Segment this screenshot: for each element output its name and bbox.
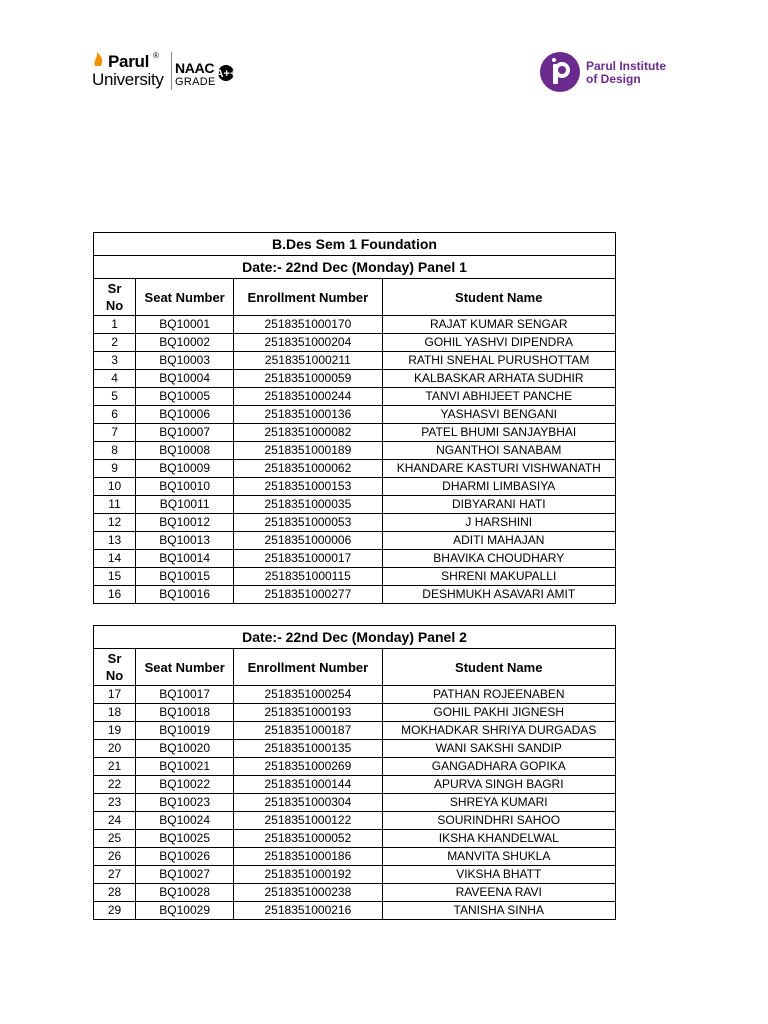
sr-no-cell: 7	[94, 424, 136, 442]
sr-no-cell: 15	[94, 568, 136, 586]
student-name-cell: NGANTHOI SANABAM	[382, 442, 616, 460]
col-header-enrollment-number: Enrollment Number	[234, 649, 382, 686]
enrollment-number-cell: 2518351000254	[234, 686, 382, 704]
panel2-date-title: Date:- 22nd Dec (Monday) Panel 2	[94, 626, 616, 649]
sr-no-cell: 19	[94, 722, 136, 740]
sr-no-cell: 14	[94, 550, 136, 568]
seat-number-cell: BQ10001	[136, 316, 234, 334]
col-header-seat-number: Seat Number	[136, 279, 234, 316]
sr-no-cell: 24	[94, 812, 136, 830]
enrollment-number-cell: 2518351000136	[234, 406, 382, 424]
seat-number-cell: BQ10009	[136, 460, 234, 478]
student-name-cell: SHREYA KUMARI	[382, 794, 615, 812]
sr-no-cell: 10	[94, 478, 136, 496]
sr-no-cell: 8	[94, 442, 136, 460]
sr-no-cell: 13	[94, 532, 136, 550]
sr-no-cell: 1	[94, 316, 136, 334]
seat-number-cell: BQ10006	[136, 406, 234, 424]
sr-no-cell: 17	[94, 686, 136, 704]
sr-no-cell: 2	[94, 334, 136, 352]
sr-no-cell: 12	[94, 514, 136, 532]
enrollment-number-cell: 2518351000204	[234, 334, 382, 352]
sr-no-cell: 11	[94, 496, 136, 514]
registered-mark: ®	[153, 51, 159, 60]
parul-institute-of-design-logo	[540, 52, 680, 94]
student-name-cell: WANI SAKSHI SANDIP	[382, 740, 615, 758]
enrollment-number-cell: 2518351000052	[234, 830, 382, 848]
naac-grade-label: GRADE	[175, 76, 216, 88]
sr-no-cell: 3	[94, 352, 136, 370]
table-row	[94, 902, 616, 920]
seat-number-cell: BQ10029	[136, 902, 234, 920]
table-row	[94, 424, 616, 442]
seat-number-cell: BQ10005	[136, 388, 234, 406]
institute-name-line2: of Design	[586, 72, 641, 86]
sr-no-cell: 4	[94, 370, 136, 388]
student-name-cell: SHRENI MAKUPALLI	[382, 568, 616, 586]
student-name-cell: MOKHADKAR SHRIYA DURGADAS	[382, 722, 615, 740]
seat-number-cell: BQ10003	[136, 352, 234, 370]
table-row	[94, 352, 616, 370]
student-name-cell: YASHASVI BENGANI	[382, 406, 616, 424]
sr-no-cell: 28	[94, 884, 136, 902]
enrollment-number-cell: 2518351000211	[234, 352, 382, 370]
enrollment-number-cell: 2518351000062	[234, 460, 382, 478]
enrollment-number-cell: 2518351000153	[234, 478, 382, 496]
enrollment-number-cell: 2518351000187	[234, 722, 382, 740]
sr-no-cell: 6	[94, 406, 136, 424]
table-row	[94, 532, 616, 550]
col-header-student-name: Student Name	[382, 279, 616, 316]
student-name-cell: KHANDARE KASTURI VISHWANATH	[382, 460, 616, 478]
table-row	[94, 460, 616, 478]
seat-number-cell: BQ10025	[136, 830, 234, 848]
enrollment-number-cell: 2518351000189	[234, 442, 382, 460]
panel2-table	[93, 625, 616, 920]
seat-number-cell: BQ10023	[136, 794, 234, 812]
seat-number-cell: BQ10015	[136, 568, 234, 586]
seat-number-cell: BQ10012	[136, 514, 234, 532]
university-name-word1: Parul	[108, 52, 150, 71]
student-name-cell: VIKSHA BHATT	[382, 866, 615, 884]
enrollment-number-cell: 2518351000053	[234, 514, 382, 532]
sr-no-cell: 21	[94, 758, 136, 776]
table-row	[94, 686, 616, 704]
col-header-sr-no: Sr No	[94, 649, 136, 686]
enrollment-number-cell: 2518351000244	[234, 388, 382, 406]
student-name-cell: SOURINDHRI SAHOO	[382, 812, 615, 830]
enrollment-number-cell: 2518351000017	[234, 550, 382, 568]
sr-no-cell: 20	[94, 740, 136, 758]
student-name-cell: RAJAT KUMAR SENGAR	[382, 316, 616, 334]
seat-number-cell: BQ10022	[136, 776, 234, 794]
naac-label: NAAC	[175, 60, 215, 76]
seat-number-cell: BQ10018	[136, 704, 234, 722]
enrollment-number-cell: 2518351000135	[234, 740, 382, 758]
table-row	[94, 740, 616, 758]
seat-number-cell: BQ10014	[136, 550, 234, 568]
seat-number-cell: BQ10002	[136, 334, 234, 352]
seat-number-cell: BQ10024	[136, 812, 234, 830]
table-row	[94, 884, 616, 902]
table-row	[94, 812, 616, 830]
seat-number-cell: BQ10008	[136, 442, 234, 460]
student-name-cell: ADITI MAHAJAN	[382, 532, 616, 550]
student-name-cell: DHARMI LIMBASIYA	[382, 478, 616, 496]
table-row	[94, 722, 616, 740]
table-row	[94, 550, 616, 568]
seat-number-cell: BQ10017	[136, 686, 234, 704]
enrollment-number-cell: 2518351000269	[234, 758, 382, 776]
enrollment-number-cell: 2518351000238	[234, 884, 382, 902]
sr-no-cell: 16	[94, 586, 136, 604]
table-row	[94, 794, 616, 812]
table-row	[94, 496, 616, 514]
sr-no-cell: 25	[94, 830, 136, 848]
student-name-cell: PATHAN ROJEENABEN	[382, 686, 615, 704]
student-name-cell: RAVEENA RAVI	[382, 884, 615, 902]
table-row	[94, 704, 616, 722]
student-name-cell: TANISHA SINHA	[382, 902, 615, 920]
col-header-student-name: Student Name	[382, 649, 615, 686]
student-name-cell: KALBASKAR ARHATA SUDHIR	[382, 370, 616, 388]
student-name-cell: APURVA SINGH BAGRI	[382, 776, 615, 794]
table-row	[94, 334, 616, 352]
table-row	[94, 866, 616, 884]
enrollment-number-cell: 2518351000216	[234, 902, 382, 920]
col-header-seat-number: Seat Number	[136, 649, 234, 686]
parul-flame-icon	[92, 50, 108, 68]
enrollment-number-cell: 2518351000192	[234, 866, 382, 884]
seat-number-cell: BQ10019	[136, 722, 234, 740]
table-row	[94, 586, 616, 604]
seat-number-cell: BQ10026	[136, 848, 234, 866]
enrollment-number-cell: 2518351000193	[234, 704, 382, 722]
institute-name	[586, 60, 666, 86]
naac-grade-badge	[215, 63, 252, 83]
table-row	[94, 830, 616, 848]
seat-number-cell: BQ10028	[136, 884, 234, 902]
student-name-cell: GANGADHARA GOPIKA	[382, 758, 615, 776]
sr-no-cell: 23	[94, 794, 136, 812]
enrollment-number-cell: 2518351000186	[234, 848, 382, 866]
seat-number-cell: BQ10016	[136, 586, 234, 604]
sr-no-cell: 27	[94, 866, 136, 884]
institute-name-line1: Parul Institute	[586, 59, 667, 73]
sr-no-cell: 22	[94, 776, 136, 794]
table-row	[94, 514, 616, 532]
table-row	[94, 388, 616, 406]
table-row	[94, 776, 616, 794]
parul-university-logo	[92, 50, 262, 94]
seat-number-cell: BQ10010	[136, 478, 234, 496]
pid-monogram-icon	[540, 52, 580, 92]
sr-no-cell: 9	[94, 460, 136, 478]
table-row	[94, 758, 616, 776]
seat-number-cell: BQ10004	[136, 370, 234, 388]
table-row	[94, 568, 616, 586]
seat-number-cell: BQ10013	[136, 532, 234, 550]
sr-no-cell: 18	[94, 704, 136, 722]
sr-no-cell: 26	[94, 848, 136, 866]
enrollment-number-cell: 2518351000170	[234, 316, 382, 334]
sr-no-cell: 29	[94, 902, 136, 920]
table-row	[94, 316, 616, 334]
university-name-word2: University	[92, 70, 164, 89]
student-name-cell: TANVI ABHIJEET PANCHE	[382, 388, 616, 406]
enrollment-number-cell: 2518351000122	[234, 812, 382, 830]
logo-divider	[171, 52, 172, 90]
student-name-cell: MANVITA SHUKLA	[382, 848, 615, 866]
panel1-date-title: Date:- 22nd Dec (Monday) Panel 1	[94, 256, 616, 279]
naac-grade-value: A++	[215, 68, 237, 80]
student-name-cell: GOHIL PAKHI JIGNESH	[382, 704, 615, 722]
table-row	[94, 848, 616, 866]
seat-number-cell: BQ10007	[136, 424, 234, 442]
seat-number-cell: BQ10020	[136, 740, 234, 758]
enrollment-number-cell: 2518351000059	[234, 370, 382, 388]
seat-number-cell: BQ10011	[136, 496, 234, 514]
student-name-cell: RATHI SNEHAL PURUSHOTTAM	[382, 352, 616, 370]
student-name-cell: BHAVIKA CHOUDHARY	[382, 550, 616, 568]
panel1-table	[93, 232, 616, 604]
table-row	[94, 442, 616, 460]
seat-number-cell: BQ10021	[136, 758, 234, 776]
enrollment-number-cell: 2518351000144	[234, 776, 382, 794]
table-row	[94, 478, 616, 496]
enrollment-number-cell: 2518351000035	[234, 496, 382, 514]
col-header-sr-no: Sr No	[94, 279, 136, 316]
col-header-enrollment-number: Enrollment Number	[234, 279, 382, 316]
seat-number-cell: BQ10027	[136, 866, 234, 884]
enrollment-number-cell: 2518351000082	[234, 424, 382, 442]
student-name-cell: IKSHA KHANDELWAL	[382, 830, 615, 848]
enrollment-number-cell: 2518351000115	[234, 568, 382, 586]
student-name-cell: GOHIL YASHVI DIPENDRA	[382, 334, 616, 352]
table-row	[94, 406, 616, 424]
table-row	[94, 370, 616, 388]
sr-no-cell: 5	[94, 388, 136, 406]
student-name-cell: J HARSHINI	[382, 514, 616, 532]
student-name-cell: PATEL BHUMI SANJAYBHAI	[382, 424, 616, 442]
student-name-cell: DESHMUKH ASAVARI AMIT	[382, 586, 616, 604]
student-name-cell: DIBYARANI HATI	[382, 496, 616, 514]
enrollment-number-cell: 2518351000277	[234, 586, 382, 604]
enrollment-number-cell: 2518351000304	[234, 794, 382, 812]
enrollment-number-cell: 2518351000006	[234, 532, 382, 550]
course-title: B.Des Sem 1 Foundation	[94, 233, 616, 256]
